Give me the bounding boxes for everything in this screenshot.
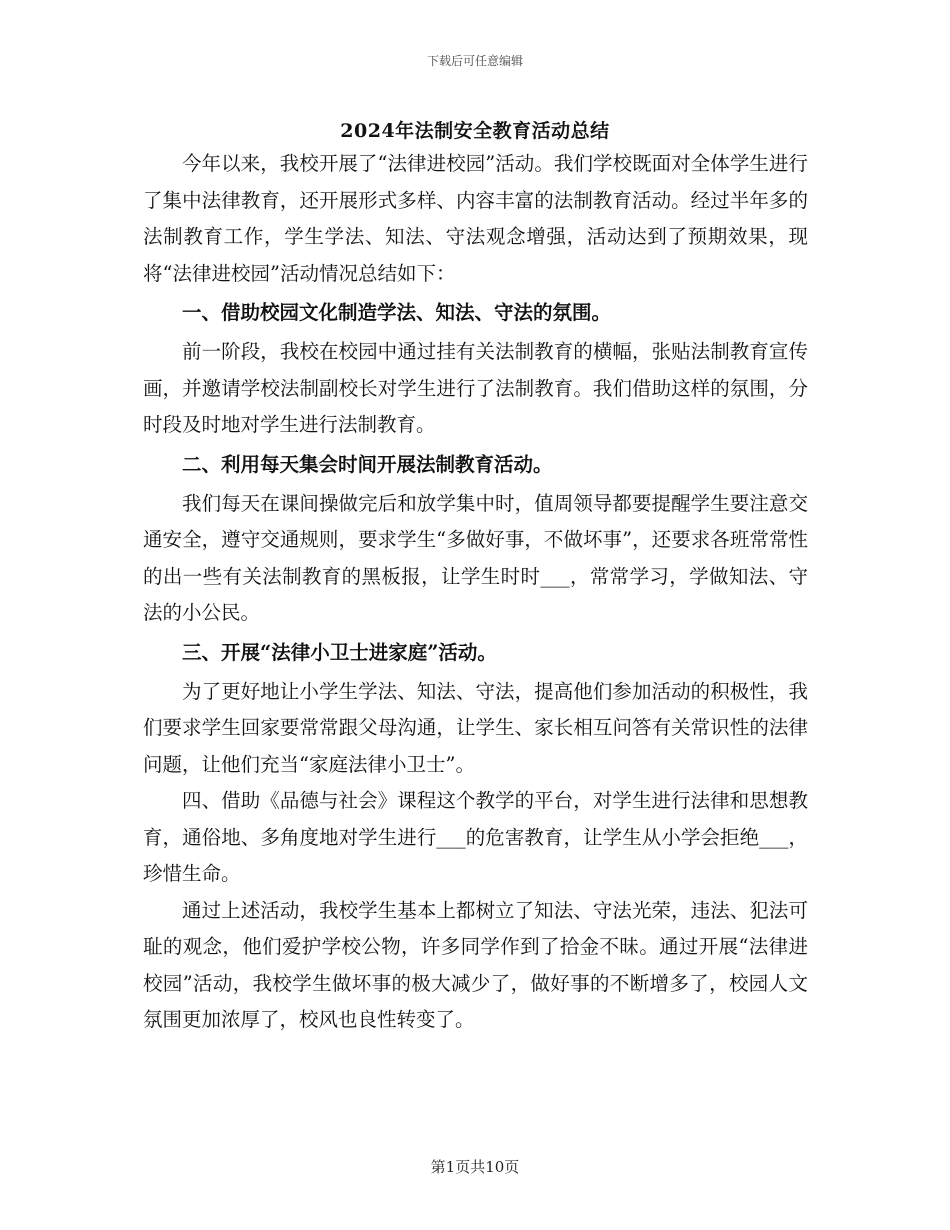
- section-paragraph-4: 四、借助《品德与社会》课程这个教学的平台，对学生进行法律和思想教育，通俗地、多角度地对学生进行___的危害教育，让学生从小学会拒绝___，珍惜生命。: [143, 789, 808, 885]
- page-header-note: 下载后可任意编辑: [426, 54, 523, 68]
- section-paragraph-1: 前一阶段，我校在校园中通过挂有关法制教育的横幅，张贴法制教育宣传画，并邀请学校法制副校长对学生进行了法制教育。我们借助这样的氛围，分时段及时地对学生进行法制教育。: [143, 340, 808, 436]
- page-number: 第1页共10页: [430, 1158, 520, 1176]
- document-body: [143, 146, 808, 1039]
- section-heading-1: 一、借助校园文化制造学法、知法、守法的氛围。: [182, 301, 612, 324]
- document-title: 2024年法制安全教育活动总结: [340, 120, 610, 142]
- section-heading-3: 三、开展“法律小卫士进家庭”活动。: [182, 640, 497, 664]
- intro-paragraph: 今年以来，我校开展了“法律进校园”活动。我们学校既面对全体学生进行了集中法律教育，还开展形式多样、内容丰富的法制教育活动。经过半年多的法制教育工作，学生学法、知法、守法观念增强，活动达到了预期效果，现将“法律进校园”活动情况总结如下：: [143, 152, 808, 285]
- conclusion-paragraph: 通过上述活动，我校学生基本上都树立了知法、守法光荣，违法、犯法可耻的观念，他们爱护学校公物，许多同学作到了拾金不昧。通过开展“法律进校园”活动，我校学生做坏事的极大减少了，做好事的不断增多了，校园人文氛围更加浓厚了，校风也良性转变了。: [143, 898, 808, 1031]
- section-paragraph-2: 我们每天在课间操做完后和放学集中时，值周领导都要提醒学生要注意交通安全，遵守交通规则，要求学生“多做好事，不做坏事”，还要求各班常常性的出一些有关法制教育的黑板报，让学生时时___，常常学习，学做知法、守法的小公民。: [143, 491, 808, 624]
- section-heading-2: 二、利用每天集会时间开展法制教育活动。: [182, 452, 553, 476]
- section-paragraph-3: 为了更好地让小学生学法、知法、守法，提高他们参加活动的积极性，我们要求学生回家要常常跟父母沟通，让学生、家长相互问答有关常识性的法律问题，让他们充当“家庭法律小卫士”。: [143, 679, 808, 776]
